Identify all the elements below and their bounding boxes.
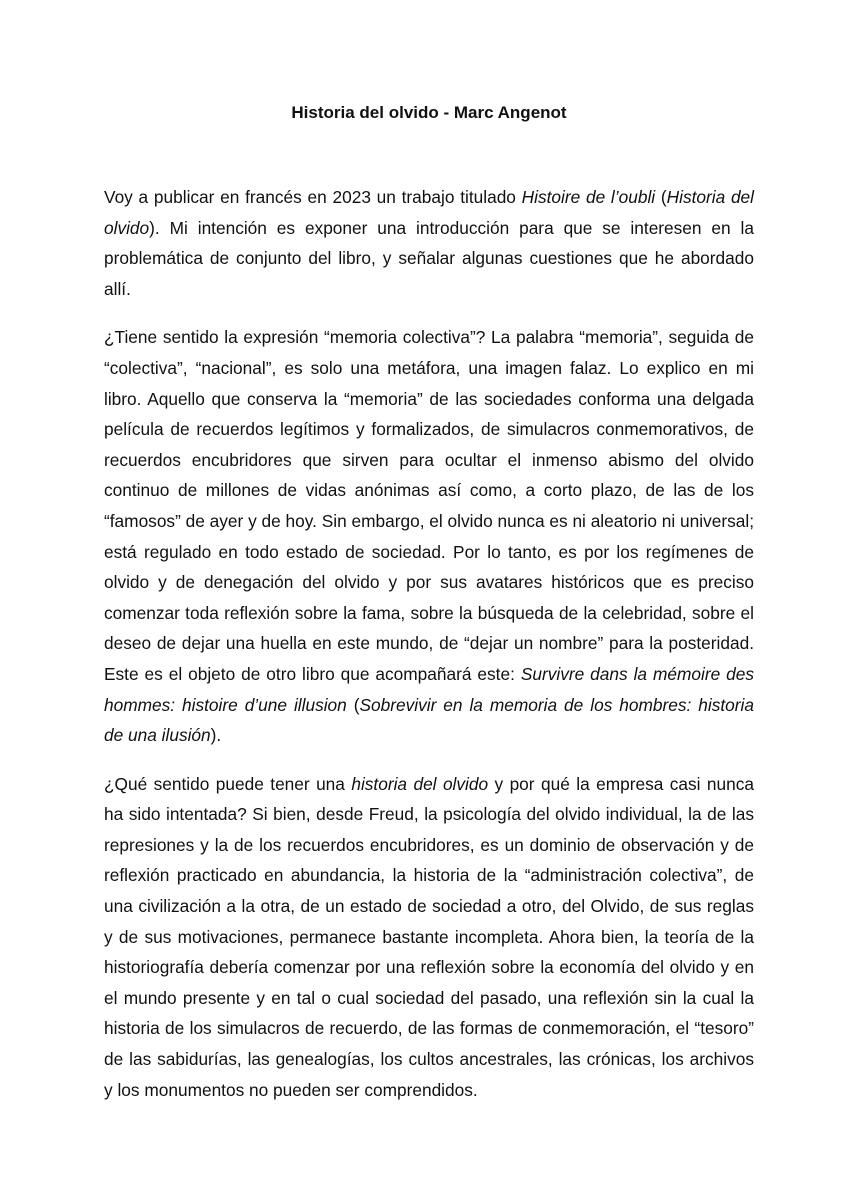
document-page: [104, 98, 754, 1123]
paragraph-2: [104, 322, 754, 750]
italic-text-run: historia del olvido: [351, 773, 489, 794]
document-title: Historia del olvido - Marc Angenot: [291, 103, 567, 122]
text-run: ).: [210, 725, 222, 746]
italic-text-run: Histoire de l’oubli: [521, 187, 656, 207]
text-run: ¿Tiene sentido la expresión “memoria colectiva”? La palabra “memoria”, seguida de “colectiva”, “nacional”, es solo una metáfora, una imagen falaz. Lo explico en mi libro. Aquello que conserva la “memoria” de las sociedades conforma una delgada película de recuerdos legítimos y formalizados, de simulacros conmemorativos, de recuerdos encubridores que sirven para ocultar el inmenso abismo del olvido continuo de millones de vidas anónimas así como, a corto plazo, de las de los “famosos” de ayer y de hoy. Sin embargo, el olvido nunca es ni aleatorio ni universal; está regulado en todo estado de sociedad. Por lo tanto, es por los regímenes de olvido y de denegación del olvido y por sus avatares históricos que es preciso comenzar toda reflexión sobre la fama, sobre la búsqueda de la celebridad, sobre el deseo de dejar una huella en este mundo, de “dejar un nombre” para la posteridad. Este es el objeto de otro libro que acompañará este:: [104, 327, 754, 684]
text-run: Voy a publicar en francés en 2023 un trabajo titulado: [104, 187, 522, 207]
text-run: ¿Qué sentido puede tener una: [104, 773, 352, 794]
text-run: (: [346, 694, 360, 715]
italic-text-run: Survivre dans la mémoire des hommes: histoire d’une illusion: [104, 663, 755, 715]
paragraph-1: [104, 182, 754, 304]
text-run: y por qué la empresa casi nunca ha sido intentada? Si bien, desde Freud, la psicología del olvido individual, la de las represiones y la de los recuerdos encubridores, es un dominio de observación y de reflexión practicado en abundancia, la historia de la “administración colectiva”, de una civilización a la otra, de un estado de sociedad a otro, del Olvido, de sus reglas y de sus motivaciones, permanece bastante incompleta. Ahora bien, la teoría de la historiografía debería comenzar por una reflexión sobre la economía del olvido y en el mundo presente y en tal o cual sociedad del pasado, una reflexión sin la cual la historia de los simulacros de recuerdo, de las formas de conmemoración, el “tesoro” de las sabidurías, las genealogías, los cultos ancestrales, las crónicas, los archivos y los monumentos no pueden ser comprendidos.: [104, 773, 754, 1100]
text-run: (: [655, 187, 667, 207]
italic-text-run: Historia del olvido: [104, 187, 754, 238]
text-run: ). Mi intención es exponer una introducción para que se interesen en la problemática de conjunto del libro, y señalar algunas cuestiones que he abordado allí.: [104, 217, 754, 299]
paragraph-3: [104, 769, 754, 1106]
italic-text-run: Sobrevivir en la memoria de los hombres: historia de una ilusión: [104, 694, 754, 746]
